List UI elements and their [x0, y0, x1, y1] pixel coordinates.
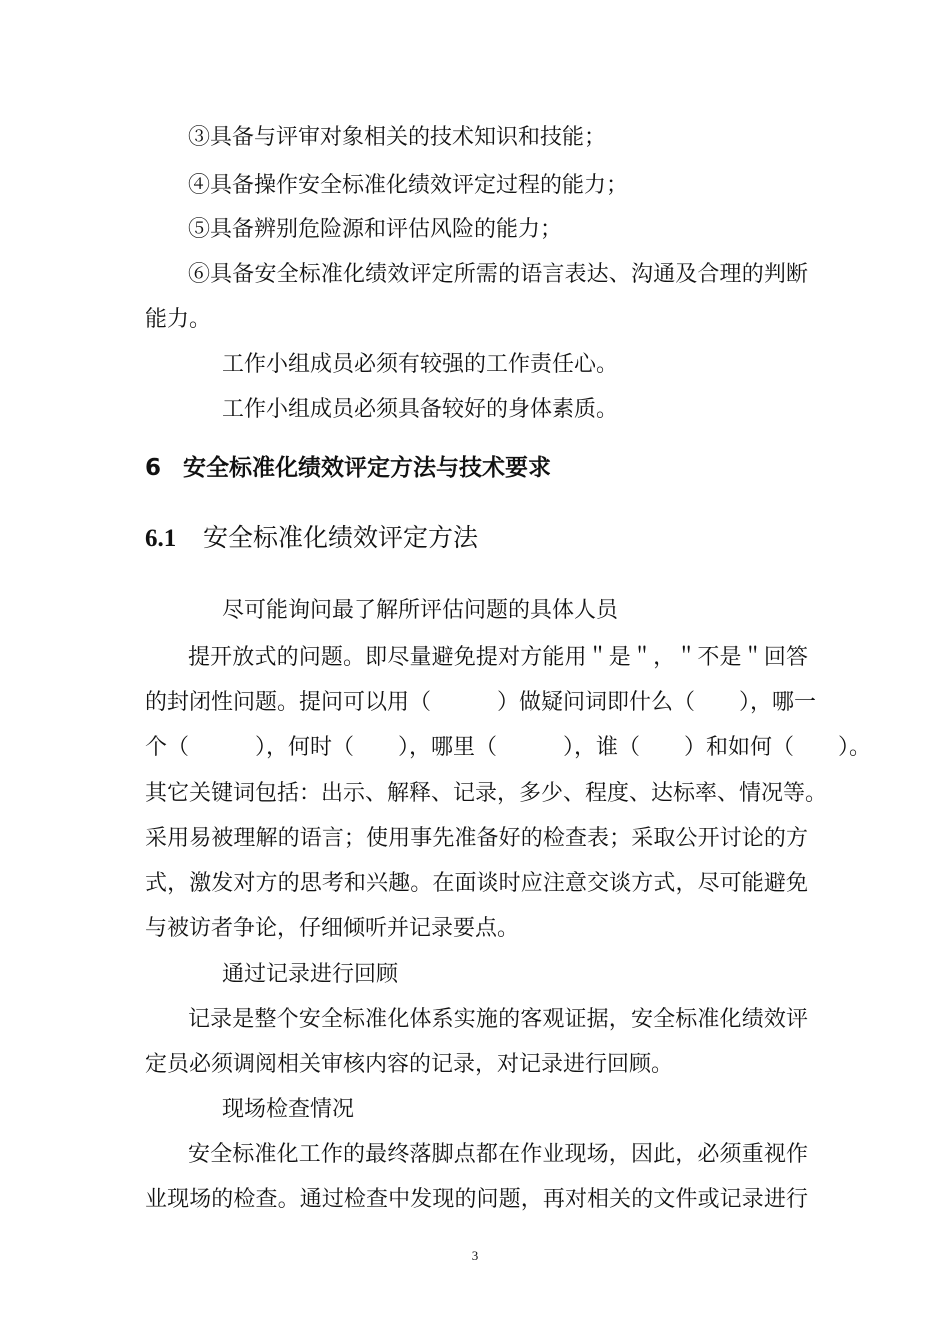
interview-line-1: 提开放式的问题。即尽量避免提对方能用＂是＂，＂不是＂回答 [188, 645, 808, 670]
interview-line-2: 的封闭性问题。提问可以用（ ）做疑问词即什么（ ），哪一 [145, 690, 817, 715]
requirement-item-6-continuation: 能力。 [145, 307, 212, 332]
interview-line-3: 个（ ），何时（ ），哪里（ ），谁（ ）和如何（ ）。 [145, 735, 872, 760]
interview-line-5: 采用易被理解的语言；使用事先准备好的检查表；采取公开讨论的方 [145, 826, 808, 851]
requirement-item-3: ③具备与评审对象相关的技术知识和技能； [188, 125, 607, 150]
section-6-title: 安全标准化绩效评定方法与技术要求 [183, 455, 551, 481]
interview-line-7: 与被访者争论，仔细倾听并记录要点。 [145, 916, 520, 941]
interview-line-6: 式，激发对方的思考和兴趣。在面谈时应注意交谈方式，尽可能避免 [145, 871, 808, 896]
site-inspection-heading: 现场检查情况 [222, 1097, 355, 1122]
interview-line-4: 其它关键词包括：出示、解释、记录，多少、程度、达标率、情况等。 [145, 781, 828, 806]
site-line-2: 业现场的检查。通过检查中发现的问题，再对相关的文件或记录进行 [145, 1187, 808, 1212]
interview-heading: 尽可能询问最了解所评估问题的具体人员 [222, 598, 619, 623]
site-line-1: 安全标准化工作的最终落脚点都在作业现场，因此，必须重视作 [188, 1142, 808, 1167]
requirement-item-6: ⑥具备安全标准化绩效评定所需的语言表达、沟通及合理的判断 [188, 262, 808, 287]
records-line-2: 定员必须调阅相关审核内容的记录，对记录进行回顾。 [145, 1052, 674, 1077]
page-number: 3 [471, 1248, 479, 1263]
section-6-1-heading [145, 521, 478, 556]
requirement-item-5: ⑤具备辨别危险源和评估风险的能力； [188, 217, 563, 242]
section-6-number: 6 [145, 455, 162, 481]
member-health-text: 工作小组成员必须具备较好的身体素质。 [222, 397, 619, 422]
records-line-1: 记录是整个安全标准化体系实施的客观证据，安全标准化绩效评 [188, 1007, 808, 1032]
requirement-item-4: ④具备操作安全标准化绩效评定过程的能力； [188, 173, 629, 198]
section-6-heading [145, 452, 551, 484]
section-6-1-title: 安全标准化绩效评定方法 [203, 523, 479, 552]
member-responsibility-text: 工作小组成员必须有较强的工作责任心。 [222, 352, 619, 377]
section-6-1-number: 6.1 [145, 525, 177, 552]
records-heading: 通过记录进行回顾 [222, 962, 399, 987]
